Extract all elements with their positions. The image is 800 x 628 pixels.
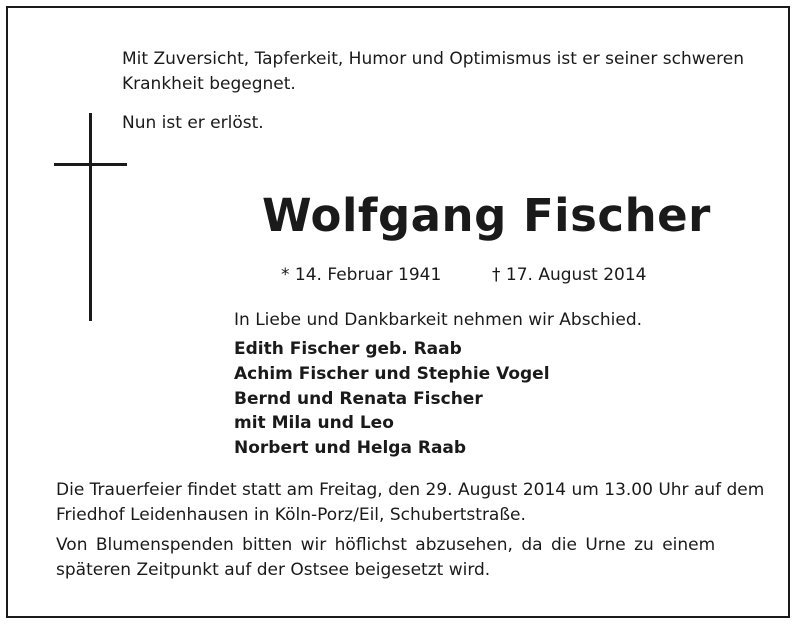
mourner-5: Norbert und Helga Raab [234, 438, 467, 458]
flowers-line-1: Von Blumenspenden bitten wir höflichst abzusehen, da die Urne zu einem [56, 535, 716, 555]
intro-line-1: Mit Zuversicht, Tapferkeit, Humor und Optimismus ist er seiner schweren [122, 49, 744, 69]
intro-line-3: Nun ist er erlöst. [122, 113, 264, 133]
farewell-text: In Liebe und Dankbarkeit nehmen wir Abschied. [234, 310, 643, 330]
service-line-1: Die Trauerfeier findet statt am Freitag, den 29. August 2014 um 13.00 Uhr auf dem [56, 480, 765, 500]
death-date: † 17. August 2014 [492, 265, 647, 285]
deceased-name: Wolfgang Fischer [262, 189, 711, 242]
service-line-2: Friedhof Leidenhausen in Köln-Porz/Eil, Schubertstraße. [56, 505, 526, 525]
flowers-line-2: späteren Zeitpunkt auf der Ostsee beigesetzt wird. [56, 560, 491, 580]
mourner-3: Bernd und Renata Fischer [234, 389, 483, 409]
intro-line-2: Krankheit begegnet. [122, 74, 296, 94]
mourner-2: Achim Fischer und Stephie Vogel [234, 364, 550, 384]
cross-icon-vertical [89, 113, 92, 321]
cross-icon-horizontal [54, 163, 127, 166]
mourner-1: Edith Fischer geb. Raab [234, 339, 462, 359]
birth-date: * 14. Februar 1941 [281, 265, 442, 285]
mourner-4: mit Mila und Leo [234, 413, 394, 433]
